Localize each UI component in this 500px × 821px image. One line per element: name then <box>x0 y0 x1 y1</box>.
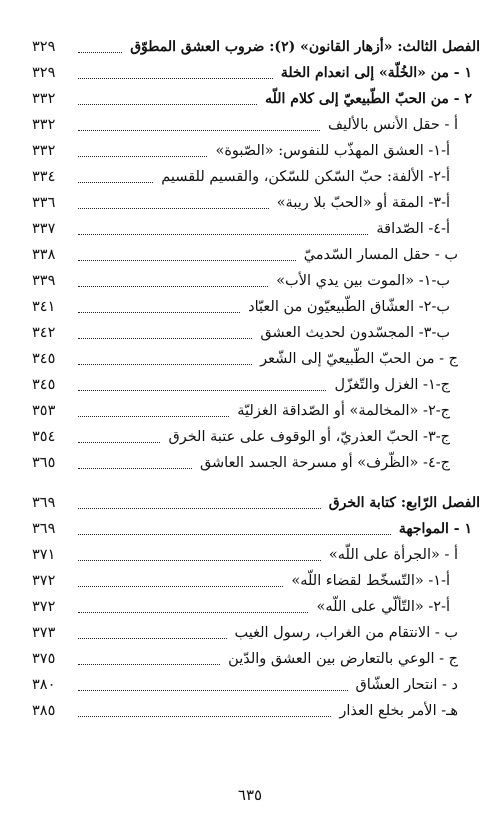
toc-entry-title: ب - حقل المسار السّدميّ <box>300 247 458 263</box>
dot-leader <box>78 129 320 131</box>
toc-entry-page: ٣٧٥ <box>32 651 56 667</box>
toc-entry-page: ٣٧٢ <box>32 573 56 589</box>
toc-entry-title: الفصل الثالث: «أزهار القانون» (٢): ضروب العشق المطوّق <box>126 39 480 55</box>
toc-entry-title: أ-٤- الصّداقة <box>372 221 450 237</box>
dot-leader <box>78 585 283 587</box>
dot-leader <box>78 103 257 105</box>
toc-entry <box>32 164 480 190</box>
toc-entry-title: ج - الوعي بالتعارض بين العشق والدّين <box>224 651 458 667</box>
toc-entry <box>32 294 480 320</box>
toc-entry-page: ٣٣٤ <box>32 169 56 185</box>
toc-entry-page: ٣٢٩ <box>32 39 56 55</box>
toc-entry-title: ب-٣- المجسّدون لحديث العشق <box>256 325 450 341</box>
toc-entry <box>32 594 480 620</box>
toc-entry-page: ٣٥٣ <box>32 403 56 419</box>
toc-entry-title: ج-٣- الحبّ العذريّ، أو الوقوف على عتبة الخرق <box>164 429 450 445</box>
toc-entry <box>32 398 480 424</box>
dot-leader <box>78 363 252 365</box>
toc-entry-page: ٣٤٢ <box>32 325 56 341</box>
dot-leader <box>78 689 348 691</box>
toc-entry-page: ٣٣٧ <box>32 221 56 237</box>
toc-entry-page: ٣٤١ <box>32 299 56 315</box>
toc-entry-page: ٣٦٥ <box>32 455 56 471</box>
page-number: ٦٣٥ <box>237 786 263 804</box>
toc-entry <box>32 424 480 450</box>
toc-entry-title: ج-٢- «المخالمة» أو الصّداقة الغزليّة <box>233 403 450 419</box>
dot-leader <box>78 311 240 313</box>
toc-entry-page: ٣٦٩ <box>32 495 56 511</box>
dot-leader <box>78 559 321 561</box>
toc-entry-page: ٣٨٠ <box>32 677 56 693</box>
toc-entry-title: هـ- الأمر بخلع العذار <box>335 703 458 719</box>
dot-leader <box>78 715 331 717</box>
toc-entry-title: أ-٣- المقة أو «الحبّ بلا ريبة» <box>273 195 450 211</box>
dot-leader <box>78 533 391 535</box>
dot-leader <box>78 467 192 469</box>
dot-leader <box>78 285 268 287</box>
dot-leader <box>78 637 227 639</box>
dot-leader <box>78 441 160 443</box>
toc-entry-page: ٣٢٩ <box>32 65 56 81</box>
toc-entry-page: ٣٣٨ <box>32 247 56 263</box>
toc-entry-title: الفصل الرّابع: كتابة الخرق <box>325 495 480 511</box>
toc-entry <box>32 34 480 60</box>
toc-entry-title: أ-١- «التّسخّط لقضاء اللّه» <box>287 573 450 589</box>
dot-leader <box>78 611 308 613</box>
dot-leader <box>78 207 269 209</box>
toc-entry-page: ٣٧٣ <box>32 625 56 641</box>
toc-entry <box>32 86 480 112</box>
toc-entry-title: ج-٤- «الظّرف» أو مسرحة الجسد العاشق <box>196 455 450 471</box>
dot-leader <box>78 389 326 391</box>
toc-entry-page: ٣٣٢ <box>32 117 56 133</box>
toc-entry-title: د - انتحار العشّاق <box>352 677 458 693</box>
dot-leader <box>78 51 122 53</box>
toc-entry <box>32 112 480 138</box>
toc-entry <box>32 646 480 672</box>
toc-entry-page: ٣٣٢ <box>32 143 56 159</box>
toc-entry <box>32 138 480 164</box>
dot-leader <box>78 415 229 417</box>
toc-entry <box>32 672 480 698</box>
toc-entry <box>32 242 480 268</box>
toc-entry-page: ٣٨٥ <box>32 703 56 719</box>
toc-entry <box>32 450 480 476</box>
toc-entry <box>32 190 480 216</box>
toc-entry <box>32 516 480 542</box>
table-of-contents <box>32 34 480 724</box>
dot-leader <box>78 507 321 509</box>
toc-entry-page: ٣٦٩ <box>32 521 56 537</box>
dot-leader <box>78 259 296 261</box>
toc-entry-page: ٣٤٥ <box>32 377 56 393</box>
dot-leader <box>78 233 368 235</box>
toc-entry-title: ١ - من «الخُلّة» إلى انعدام الخلة <box>277 65 472 81</box>
toc-entry <box>32 268 480 294</box>
toc-entry-title: أ - حقل الأنس بالأليف <box>324 117 458 133</box>
toc-entry <box>32 542 480 568</box>
toc-entry-title: أ-١- العشق المهذّب للنفوس: «الصّبوة» <box>211 143 450 159</box>
toc-entry-title: ج-١- الغزل والتّغزّل <box>330 377 450 393</box>
toc-entry-title: أ - «الجرأة على اللّه» <box>325 547 458 563</box>
toc-entry-page: ٣٣٩ <box>32 273 56 289</box>
toc-entry-title: ٢ - من الحبّ الطّبيعيّ إلى كلام اللّه <box>261 91 472 107</box>
dot-leader <box>78 181 153 183</box>
toc-entry <box>32 490 480 516</box>
toc-entry <box>32 346 480 372</box>
toc-entry-title: ب-١- «الموت بين يدي الأب» <box>272 273 450 289</box>
toc-entry <box>32 320 480 346</box>
dot-leader <box>78 155 207 157</box>
toc-entry <box>32 372 480 398</box>
dot-leader <box>78 77 273 79</box>
toc-entry-title: أ-٢- «التّألّي على اللّه» <box>312 599 450 615</box>
dot-leader <box>78 337 252 339</box>
dot-leader <box>78 663 220 665</box>
toc-entry-page: ٣٤٥ <box>32 351 56 367</box>
toc-entry-page: ٣٧١ <box>32 547 56 563</box>
toc-entry <box>32 568 480 594</box>
toc-entry-title: ب-٢- العشّاق الطّبيعيّون من العبّاد <box>244 299 450 315</box>
toc-entry-title: ١ - المواجهة <box>395 521 472 537</box>
toc-entry-title: أ-٢- الألفة: حبّ السّكن للسّكن، والقسيم للقسيم <box>157 169 450 185</box>
toc-entry-page: ٣٥٤ <box>32 429 56 445</box>
toc-entry <box>32 698 480 724</box>
toc-entry <box>32 620 480 646</box>
toc-entry-page: ٣٧٢ <box>32 599 56 615</box>
toc-entry-title: ج - من الحبّ الطّبيعيّ إلى الشّعر <box>256 351 458 367</box>
toc-entry <box>32 60 480 86</box>
toc-entry-title: ب - الانتقام من الغراب، رسول الغيب <box>231 625 458 641</box>
toc-entry-page: ٣٣٦ <box>32 195 56 211</box>
toc-entry-page: ٣٣٢ <box>32 91 56 107</box>
toc-entry <box>32 216 480 242</box>
